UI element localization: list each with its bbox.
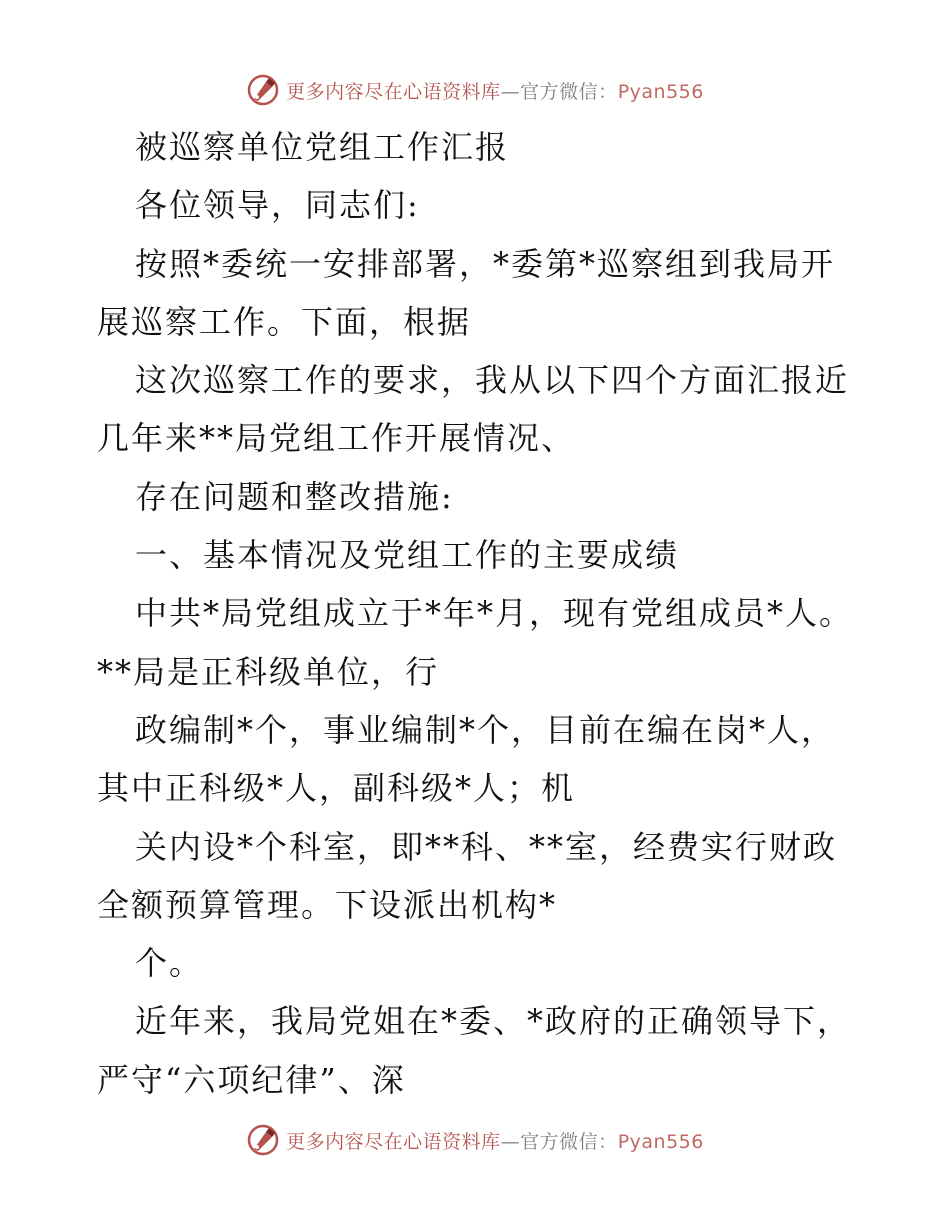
- watermark-text: 更多内容尽在心语资料库—官方微信：Pyan556: [286, 80, 704, 103]
- watermark-text: 更多内容尽在心语资料库—官方微信：Pyan556: [286, 1130, 704, 1153]
- paragraph-line: 存在问题和整改措施:: [135, 477, 454, 516]
- paragraph-line: 展巡察工作。下面，根据: [97, 302, 472, 341]
- salutation: 各位领导，同志们:: [135, 186, 420, 225]
- paragraph-line: **局是正科级单位，行: [97, 652, 440, 691]
- footer-watermark: [0, 1120, 950, 1160]
- paragraph-line: 其中正科级*人，副科级*人；机: [97, 769, 576, 808]
- paragraph-line: 近年来，我局党姐在*委、*政府的正确领导下，: [135, 1002, 852, 1041]
- document-title: 被巡察单位党组工作汇报: [135, 128, 510, 166]
- paragraph-line: 按照*委统一安排部署，*委第*巡察组到我局开: [135, 244, 836, 283]
- paragraph-line: 这次巡察工作的要求，我从以下四个方面汇报近: [135, 361, 850, 400]
- section-heading: 一、基本情况及党组工作的主要成绩: [135, 536, 680, 575]
- paragraph-line: 严守“六项纪律”、深: [97, 1060, 406, 1099]
- paragraph-line: 全额预算管理。下设派出机构*: [97, 885, 558, 924]
- pen-nib-seal-icon: [246, 1123, 280, 1157]
- paragraph-line: 关内设*个科室，即**科、**室，经费实行财政: [135, 827, 838, 866]
- paragraph-line: 政编制*个，事业编制*个，目前在编在岗*人，: [135, 710, 836, 749]
- document-body: [97, 118, 857, 1109]
- paragraph-line: 中共*局党组成立于*年*月，现有党组成员*人。: [135, 594, 854, 633]
- paragraph-line: 几年来**局党组工作开展情况、: [97, 419, 576, 458]
- paragraph-line: 个。: [135, 944, 204, 983]
- header-watermark: [0, 70, 950, 110]
- pen-nib-seal-icon: [246, 73, 280, 107]
